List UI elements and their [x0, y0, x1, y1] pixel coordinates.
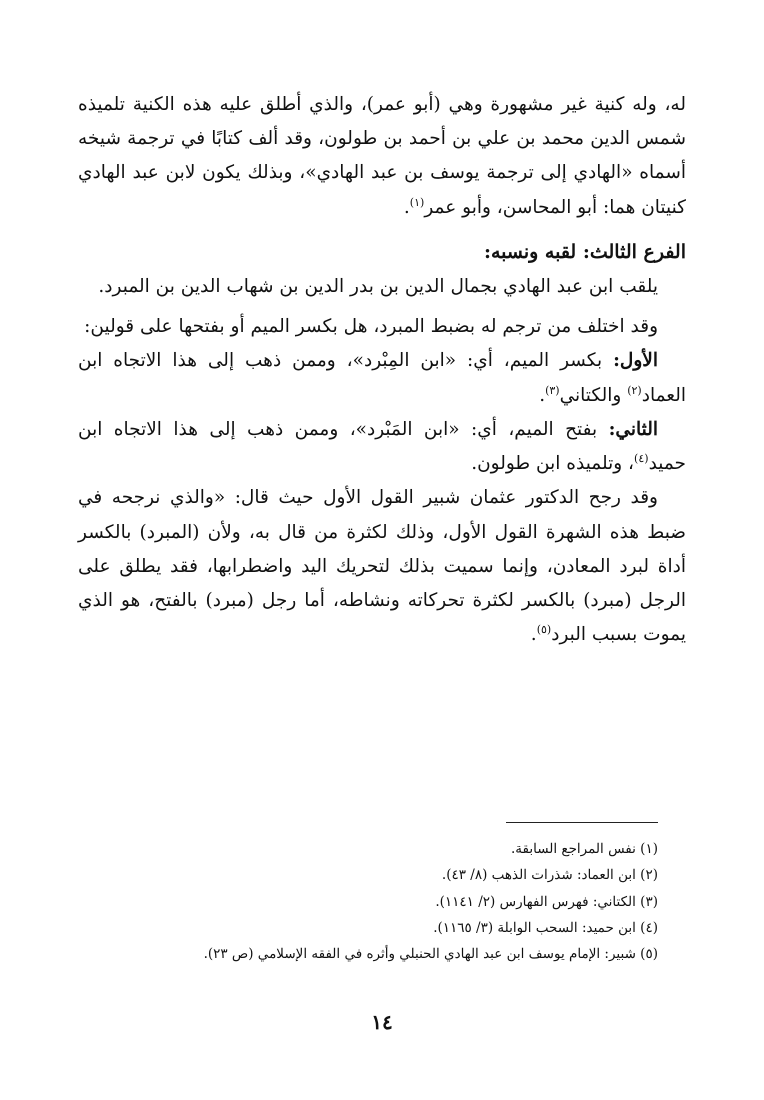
second-opinion-label: الثاني: — [608, 418, 658, 440]
footnote-ref-1[interactable]: (١) — [409, 195, 425, 209]
footnote-divider — [506, 822, 658, 823]
footnote-5: (٥) شبير: الإمام يوسف ابن عبد الهادي الحنبلي وأثره في الفقه الإسلامي (ص ٢٣). — [203, 946, 658, 963]
kunya-line-4: يكون لابن عبد الهادي كنيتان هما: أبو المحاسن، وأبو عمر — [78, 162, 686, 218]
paragraph-kunya — [78, 88, 686, 225]
footnote-3: (٣) الكتاني: فهرس الفهارس (٢/ ١١٤١). — [435, 893, 658, 910]
kunya-line-1: له، وله كنية غير مشهورة وهي (أبو عمر)، والذي أطلق عليه هذه الكنية — [132, 94, 686, 115]
footnotes — [98, 836, 658, 968]
first-opinion-text-2: والكتاني — [559, 384, 628, 406]
main-text — [78, 88, 686, 652]
kunya-line-2: تلميذه شمس الدين محمد بن علي بن أحمد بن طولون، وقد ألف كتابًا في — [78, 94, 687, 150]
second-opinion-text-2: ، وتلميذه ابن طولون. — [471, 453, 635, 475]
paragraph-preference — [78, 481, 686, 652]
kunya-line-3: ترجمة شيخه أسماه «الهادي إلى ترجمة يوسف بن عبد الهادي»، وبذلك — [78, 128, 686, 184]
paragraph-laqab: يلقب ابن عبد الهادي بجمال الدين بن بدر الدين بن شهاب الدين بن المبرد. — [98, 276, 658, 298]
footnote-ref-4[interactable]: (٤) — [634, 451, 649, 465]
first-opinion-label: الأول: — [613, 350, 658, 372]
paragraph-second-opinion — [78, 413, 686, 481]
section-heading: الفرع الثالث: لقبه ونسبه: — [483, 240, 686, 263]
footnote-2: (٢) ابن العماد: شذرات الذهب (٨/ ٤٣). — [441, 867, 658, 884]
footnote-ref-2[interactable]: (٢) — [627, 383, 642, 397]
footnote-1: (١) نفس المراجع السابقة. — [510, 841, 658, 857]
footnote-ref-5[interactable]: (٥) — [536, 623, 552, 637]
paragraph-first-opinion — [78, 344, 686, 412]
footnote-ref-3[interactable]: (٣) — [545, 383, 560, 397]
second-opinion-text: بفتح الميم، أي: «ابن المَبْرد»، وممن ذهب إلى هذا الاتجاه ابن حميد — [78, 418, 686, 475]
preference-end: . — [530, 624, 537, 646]
first-opinion-text: بكسر الميم، أي: «ابن المِبْرد»، وممن ذهب إلى هذا الاتجاه ابن العماد — [78, 350, 686, 406]
kunya-end: . — [403, 196, 410, 218]
paragraph-disagreement: وقد اختلف من ترجم له بضبط المبرد، هل بكسر الميم أو بفتحها على قولين: — [84, 316, 658, 338]
preference-text: وقد رجح الدكتور عثمان شبير القول الأول حيث قال: «والذي نرجحه في ضبط هذه الشهرة القول الأول، وذلك لكثرة من قال به، ولأن (المبرد) بالكسر أداة لبرد المعادن، وإنما سميت بذلك لتحريك اليد واضطرابها، فقد يطلق على الرجل (مبرد) بالكسر لكثرة تحركاته ونشاطه، أما رجل (مبرد) بالفتح، هو الذي يموت بسبب البرد — [78, 487, 686, 646]
footnote-4: (٤) ابن حميد: السحب الوابلة (٣/ ١١٦٥). — [433, 919, 658, 936]
page-number: ١٤ — [371, 1010, 393, 1034]
first-opinion-end: . — [539, 384, 546, 406]
